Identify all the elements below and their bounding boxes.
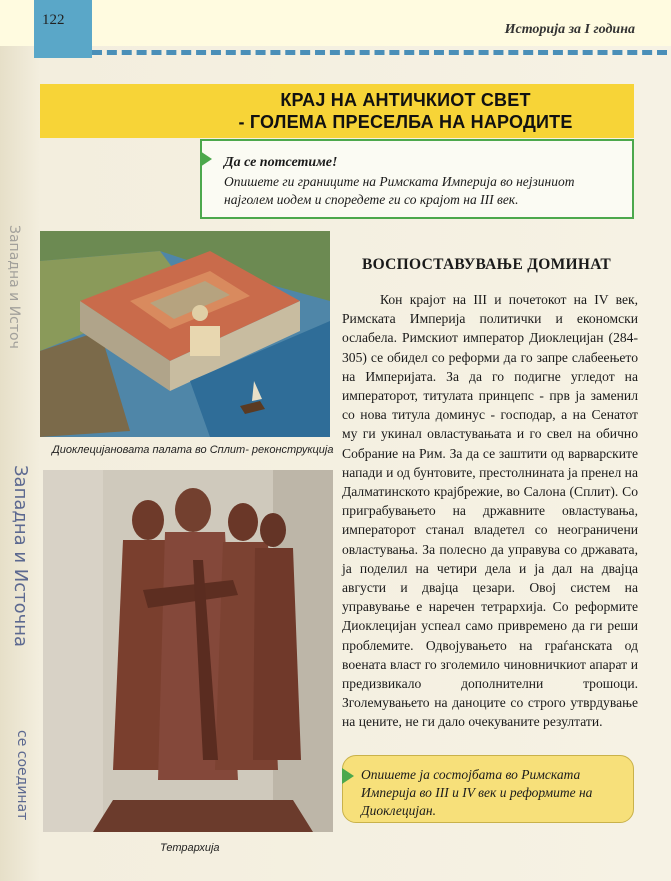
- tetrarchy-caption: Тетрархија: [160, 842, 220, 854]
- green-arrow-icon: [200, 151, 212, 167]
- palace-caption: Диоклецијановата палата во Сплит- реконструкција: [52, 444, 334, 456]
- header-dashed-rule: [92, 50, 667, 55]
- section-heading: ВОСПОСТАВУВАЊЕ ДОМИНАТ: [362, 256, 612, 273]
- chapter-title-line2: - ГОЛЕМА ПРЕСЕЛБА НА НАРОДИТЕ: [238, 112, 573, 132]
- handwritten-note-1: Западна и Источ: [6, 225, 22, 349]
- body-text: [342, 290, 638, 732]
- handwritten-note-3: се соединат: [14, 730, 30, 821]
- recall-box: [200, 139, 634, 219]
- recall-text: Опишете ги границите на Римската Империја во нејзиниот најголем иодем и споредете ги со крајот на III век.: [224, 174, 575, 207]
- page-number-box: [34, 0, 92, 58]
- handwritten-note-2: Западна и Источна: [10, 465, 31, 648]
- body-paragraph: Кон крајот на III и почетокот на IV век, Римската Империја политички и економски ослабела. Римскиот император Диоклецијан (284-305) се обидел со реформи да го запре слабеењето на Империјата. За да го подигне угледот на императорот, титулата принцепс - прв ја заменил со нова титула доминус - господар, а на Сенатот му ги укинал овластувањата и го свел на обично Собрание на Рим. За да се заштити од варварските напади и од бунтовите, престолнината ја пренел на Далматинското крајбрежие, во Салона (Сплит). Со приграбувањето на државните овластувања, императорот станал владетел со неограничени овластувања. За полесно да управува со државата, ја поделил на четири дела и ја дал на двајца августи и двајца цезари. Овој систем на управување е наречен тетрархија. Со реформите Диоклецијан успеал само привремено да ги реши проблемите. Одвојувањето на граѓанската од воената власт го зголемило чиновничкиот апарат и предизвикало дополнителни трошоци. Зголемувањето на даноците со строго утврдување на цените, не ги дало очекуваните резултати.: [342, 292, 638, 730]
- tetrarchy-sculpture: [43, 470, 333, 832]
- chapter-title-line1: КРАЈ НА АНТИЧКИОТ СВЕТ: [280, 90, 531, 110]
- chapter-title: [207, 84, 604, 138]
- task-box: [342, 755, 634, 823]
- recall-heading: Да се потсетиме!: [224, 155, 338, 170]
- tetrarchy-photo: [43, 470, 333, 832]
- palace-photo: [40, 231, 330, 437]
- page-number: 122: [42, 12, 65, 28]
- green-arrow-icon: [342, 768, 354, 784]
- running-head: Историја за I година: [504, 22, 635, 37]
- task-text: Опишете ја состојбата во Римската Империја во III и IV век и реформите на Диоклецијан.: [361, 767, 593, 818]
- palace-illustration: [40, 231, 330, 437]
